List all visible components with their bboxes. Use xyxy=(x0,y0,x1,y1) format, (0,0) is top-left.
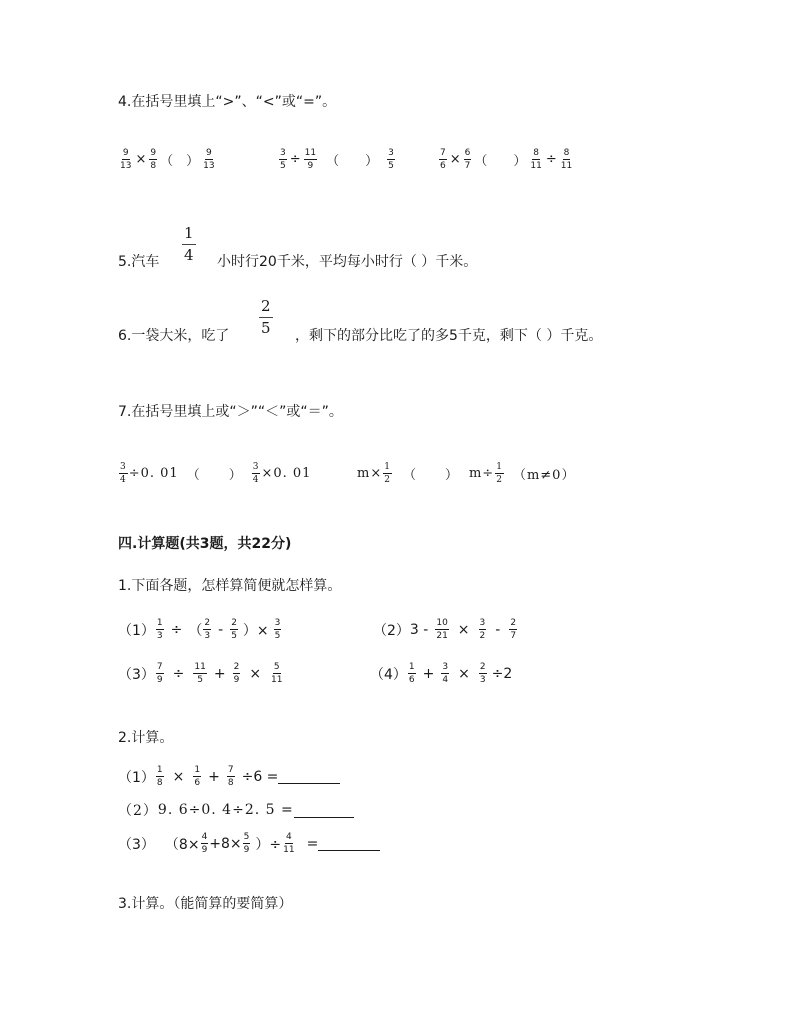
fraction: $\frac{9}{13}$ xyxy=(120,148,132,171)
q4-expr-1 xyxy=(118,148,217,171)
operator: ÷ xyxy=(545,152,557,167)
c2-problem-1 xyxy=(118,765,340,788)
fraction: $\frac{1}{2}$ xyxy=(496,462,503,485)
operator: × xyxy=(135,152,147,167)
c2-problem-3 xyxy=(118,832,380,855)
operator: × xyxy=(457,621,470,638)
answer-line[interactable] xyxy=(318,836,380,851)
q5-prefix: 5.汽车 xyxy=(118,254,160,270)
fraction: 2 7 xyxy=(510,618,517,641)
section-title: 四.计算题(共3题，共22分) xyxy=(118,536,292,552)
operator: + xyxy=(208,768,220,785)
fraction: 2 5 xyxy=(231,618,237,641)
problem-label: （4） xyxy=(370,666,407,683)
fraction: 3 5 xyxy=(388,148,394,171)
operator: × xyxy=(172,768,185,785)
q4-expr-2 xyxy=(278,148,396,171)
paren: ）× xyxy=(242,622,269,639)
fraction: $\frac{7}{9}$ xyxy=(156,662,163,685)
fraction: $\frac{1}{2}$ xyxy=(384,462,391,485)
answer-blank[interactable]: （ ） xyxy=(474,154,527,169)
expression-text: 9. 6÷0. 4÷2. 5 = xyxy=(157,802,294,818)
operator: + xyxy=(422,665,435,682)
q4-title: 4.在括号里填上“>”、“<”或“=”。 xyxy=(118,94,337,110)
problem-label: （3） xyxy=(118,836,155,853)
q6-fraction: 2 5 xyxy=(261,297,271,337)
operator: ÷ xyxy=(170,621,183,638)
answer-line[interactable] xyxy=(278,769,340,784)
expression-text: ÷2 xyxy=(491,665,513,682)
expression-text: ）÷ xyxy=(255,836,282,853)
c3-title: 3.计算。（能简算的要简算） xyxy=(118,896,293,912)
problem-label: （1） xyxy=(118,769,155,786)
c1-title: 1.下面各题，怎样算简便就怎样算。 xyxy=(118,578,342,594)
fraction: $\frac{4}{11}$ xyxy=(283,832,295,855)
fraction: $\frac{7}{6}$ xyxy=(440,148,446,171)
c2-title: 2.计算。 xyxy=(118,730,174,746)
fraction: $\frac{7}{8}$ xyxy=(227,765,234,788)
condition-text: （m≠0） xyxy=(512,468,576,483)
fraction: $\frac{2}{3}$ xyxy=(479,662,486,685)
expression-text: +8× xyxy=(209,835,242,852)
problem-label: （3） xyxy=(118,666,155,683)
fraction: 9 13 xyxy=(203,148,215,171)
c1-problem-1 xyxy=(118,618,282,641)
fraction: $\frac{3}{4}$ xyxy=(442,662,449,685)
expression-text: ÷6 = xyxy=(241,768,279,785)
operator: ÷ xyxy=(172,665,185,682)
expression-text: ×0. 01 xyxy=(261,466,312,481)
expression-text: = xyxy=(306,835,319,852)
operator: × xyxy=(249,665,262,682)
operator: × xyxy=(458,665,470,682)
fraction: $\frac{3}{4}$ xyxy=(252,462,260,485)
fraction: $\frac{1}{3}$ xyxy=(156,618,163,641)
fraction: 1 6 xyxy=(408,662,415,685)
fraction: $\frac{3}{2}$ xyxy=(479,618,486,641)
fraction: $\frac{5}{9}$ xyxy=(243,832,250,855)
q7-title: 7.在括号里填上或“＞”“＜”或“＝”。 xyxy=(118,404,343,420)
expression-text: m÷ xyxy=(468,466,495,481)
fraction: 2 3 xyxy=(204,618,211,641)
fraction: $\frac{3}{4}$ xyxy=(120,462,127,485)
answer-blank[interactable]: （ ） xyxy=(160,154,200,169)
fraction: $\frac{3}{5}$ xyxy=(280,148,286,171)
expression-text: ÷0. 01 xyxy=(128,466,179,481)
fraction: $\frac{9}{8}$ xyxy=(150,148,157,171)
answer-blank[interactable]: （ ） xyxy=(186,468,243,483)
fraction: $\frac{8}{11}$ xyxy=(530,148,542,171)
q6-text: ，剩下的部分比吃了的多5千克，剩下（ ）千克。 xyxy=(295,328,603,344)
answer-line[interactable] xyxy=(294,803,354,818)
c1-problem-3 xyxy=(118,662,285,685)
fraction: $\frac{8}{11}$ xyxy=(560,148,573,171)
fraction: $\frac{4}{9}$ xyxy=(201,832,208,855)
fraction: $\frac{1}{8}$ xyxy=(156,765,163,788)
c1-problem-4 xyxy=(370,662,516,685)
fraction: $\frac{6}{7}$ xyxy=(464,148,471,171)
problem-label: （2） xyxy=(373,622,410,639)
problem-label: （2） xyxy=(118,803,158,819)
problem-label: （1） xyxy=(118,622,155,639)
expression-text: 3 - xyxy=(409,621,429,638)
operator: + xyxy=(213,665,226,682)
q7-expr-1 xyxy=(118,462,311,485)
c1-problem-2 xyxy=(373,618,518,641)
fraction: $\frac{10}{21}$ xyxy=(436,618,448,641)
operator: ÷ xyxy=(289,152,301,167)
operator: - xyxy=(218,621,224,638)
q5-fraction: 1 4 xyxy=(184,224,194,264)
c2-problem-2 xyxy=(118,800,354,820)
fraction: $\frac{3}{5}$ xyxy=(274,618,281,641)
operator: - xyxy=(495,621,501,638)
answer-blank[interactable]: （ ） xyxy=(402,468,459,483)
q4-expr-3 xyxy=(438,148,574,171)
paren: （ xyxy=(188,622,203,639)
fraction: $\frac{2}{9}$ xyxy=(233,662,240,685)
fraction: $\frac{5}{11}$ xyxy=(271,662,283,685)
operator: × xyxy=(449,152,461,167)
answer-blank[interactable]: （ ） xyxy=(326,154,379,169)
q7-expr-2 xyxy=(357,462,575,485)
q6-prefix: 6.一袋大米，吃了 xyxy=(118,328,230,344)
expression-text: m× xyxy=(357,466,383,481)
expression-text: （8× xyxy=(164,836,200,853)
q5-text: 小时行20千米，平均每小时行（ ）千米。 xyxy=(217,254,478,270)
fraction: $\frac{11}{5}$ xyxy=(194,662,206,685)
fraction: $\frac{1}{6}$ xyxy=(194,765,201,788)
fraction: $\frac{11}{9}$ xyxy=(304,148,317,171)
